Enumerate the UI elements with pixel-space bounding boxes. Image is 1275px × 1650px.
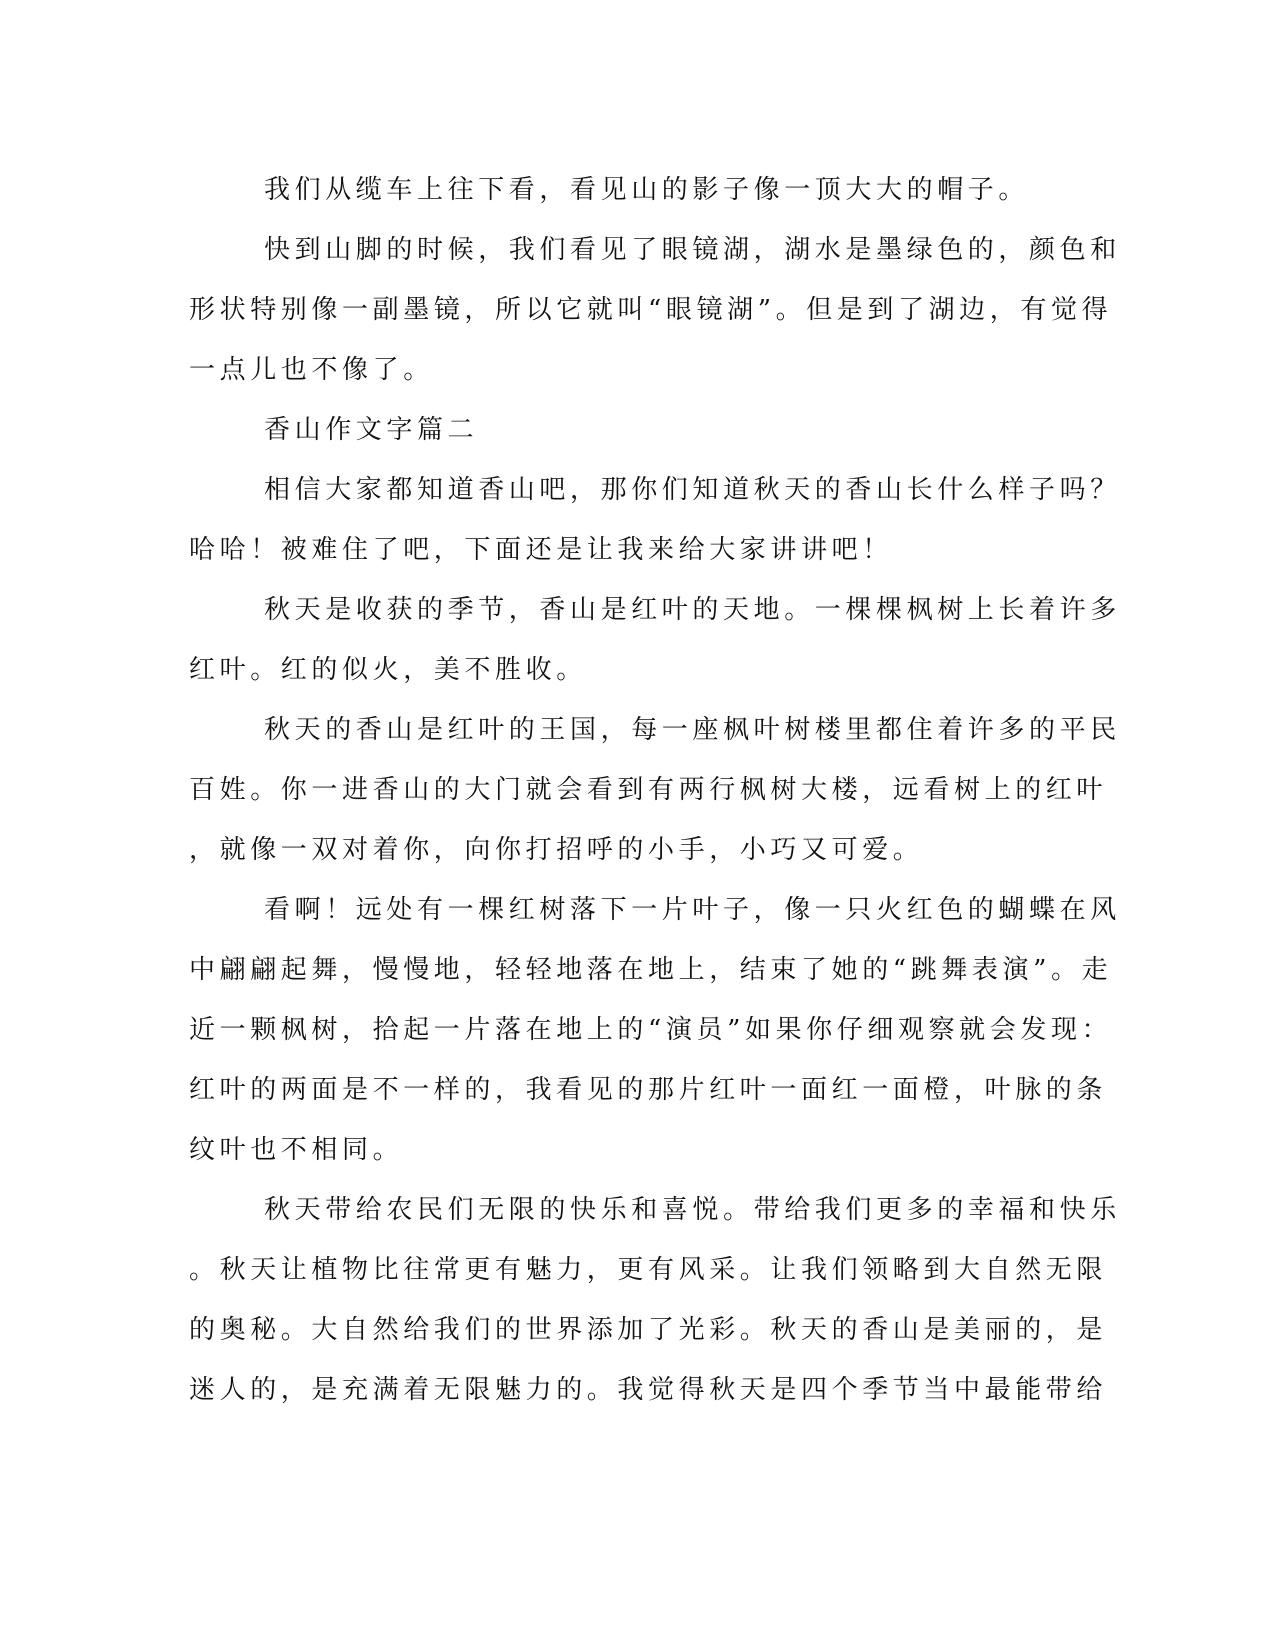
essay-text: [189, 160, 1121, 1420]
text-line: 看啊！远处有一棵红树落下一片叶子，像一只火红色的蝴蝶在风: [264, 895, 1121, 925]
text-line: 一点儿也不像了。: [189, 355, 434, 385]
text-line: 秋天带给农民们无限的快乐和喜悦。带给我们更多的幸福和快乐: [264, 1195, 1121, 1225]
section-heading: 香山作文字篇二: [264, 415, 479, 445]
text-line: 迷人的，是充满着无限魅力的。我觉得秋天是四个季节当中最能带给: [189, 1375, 1108, 1405]
text-line: 近一颗枫树，拾起一片落在地上的“演员”如果你仔细观察就会发现：: [189, 1015, 1113, 1045]
text-line: 。秋天让植物比往常更有魅力，更有风采。让我们领略到大自然无限: [189, 1255, 1108, 1285]
text-line: 的奥秘。大自然给我们的世界添加了光彩。秋天的香山是美丽的，是: [189, 1315, 1108, 1345]
text-line: 纹叶也不相同。: [189, 1135, 404, 1165]
text-line: 秋天是收获的季节，香山是红叶的天地。一棵棵枫树上长着许多: [264, 595, 1121, 625]
text-line: ，就像一双对着你，向你打招呼的小手，小巧又可爱。: [189, 835, 924, 865]
text-line: 中翩翩起舞，慢慢地，轻轻地落在地上，结束了她的“跳舞表演”。走: [189, 955, 1113, 985]
text-line: 红叶的两面是不一样的，我看见的那片红叶一面红一面橙，叶脉的条: [189, 1075, 1108, 1105]
text-line: 形状特别像一副墨镜，所以它就叫“眼镜湖”。但是到了湖边，有觉得: [189, 295, 1113, 325]
text-line: 红叶。红的似火，美不胜收。: [189, 655, 587, 685]
text-line: 快到山脚的时候，我们看见了眼镜湖，湖水是墨绿色的，颜色和: [264, 235, 1121, 265]
text-line: 秋天的香山是红叶的王国，每一座枫叶树楼里都住着许多的平民: [264, 715, 1121, 745]
text-line: 相信大家都知道香山吧，那你们知道秋天的香山长什么样子吗？: [264, 475, 1121, 505]
text-line: 哈哈！被难住了吧，下面还是让我来给大家讲讲吧！: [189, 535, 893, 565]
text-line: 百姓。你一进香山的大门就会看到有两行枫树大楼，远看树上的红叶: [189, 775, 1108, 805]
text-line: 我们从缆车上往下看，看见山的影子像一顶大大的帽子。: [264, 175, 1030, 205]
